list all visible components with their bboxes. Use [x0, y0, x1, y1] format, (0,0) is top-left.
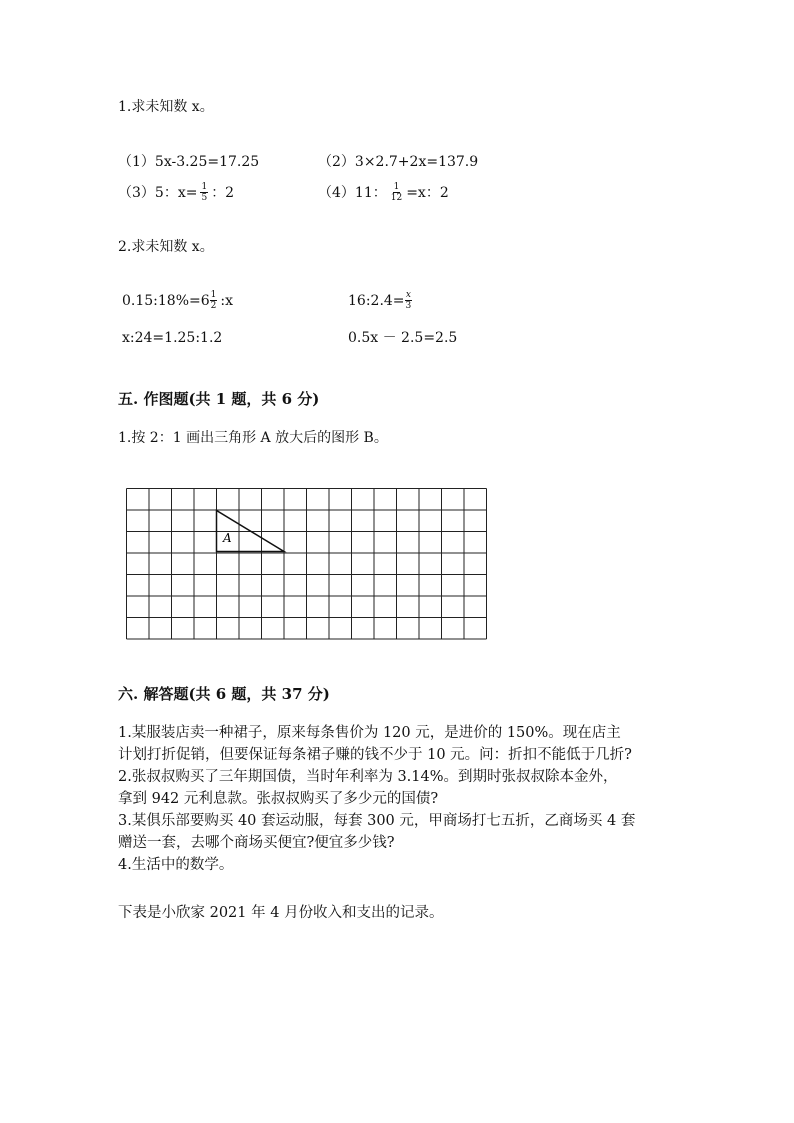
problem-line: 2.张叔叔购买了三年期国债，当时年利率为 3.14%。到期时张叔叔除本金外，: [118, 769, 618, 785]
problem-line: 计划打折促销，但要保证每条裙子赚的钱不少于 10 元。问：折扣不能低于几折?: [118, 747, 632, 763]
equation-1: （1）5x-3.25=17.25: [118, 154, 260, 170]
q1-title: 1.求未知数 x。: [118, 99, 214, 115]
table-intro: 下表是小欣家 2021 年 4 月份收入和支出的记录。: [118, 905, 444, 921]
equation-3: [118, 182, 234, 203]
fraction-numerator: x: [405, 290, 411, 300]
fraction-denominator: 12: [390, 193, 403, 203]
square-grid: [126, 488, 490, 640]
grid-lines: [127, 489, 487, 640]
proportion-3: x:24=1.25:1.2: [122, 330, 223, 346]
fraction-denominator: 2: [210, 301, 217, 311]
problem-line: 拿到 942 元利息款。张叔叔购买了多少元的国债?: [118, 791, 439, 807]
problem-line: 4.生活中的数学。: [118, 857, 234, 873]
section-5-heading: 五. 作图题(共 1 题，共 6 分): [118, 390, 320, 408]
proportion-1: [122, 290, 233, 311]
fraction: [210, 290, 218, 311]
equation-5: 0.5x － 2.5=2.5: [348, 330, 458, 346]
drawing-question: 1.按 2：1 画出三角形 A 放大后的图形 B。: [118, 430, 388, 446]
proportion-1-right: :x: [220, 292, 234, 309]
triangle-label: A: [223, 531, 232, 545]
fraction-denominator: 3: [405, 301, 412, 311]
equation-4-right: =x：2: [406, 184, 449, 201]
fraction: [390, 182, 403, 203]
fraction-numerator: 1: [210, 290, 217, 300]
fraction-numerator: 1: [393, 182, 400, 192]
problem-line: 1.某服装店卖一种裙子，原来每条售价为 120 元，是进价的 150%。现在店主: [118, 725, 621, 741]
equation-3-left: （3）5：x=: [118, 184, 198, 201]
equation-2: （2）3×2.7+2x=137.9: [318, 154, 479, 170]
word-problems: [118, 722, 635, 876]
fraction: [200, 182, 208, 203]
proportion-2: [348, 290, 415, 311]
equation-4: [318, 182, 449, 203]
fraction: [405, 290, 413, 311]
section-6-heading: 六. 解答题(共 6 题，共 37 分): [118, 685, 330, 703]
proportion-1-left: 0.15:18%=6: [122, 292, 210, 309]
problem-line: 赠送一套，去哪个商场买便宜?便宜多少钱?: [118, 835, 395, 851]
fraction-numerator: 1: [201, 182, 208, 192]
problem-line: 3.某俱乐部要购买 40 套运动服，每套 300 元，甲商场打七五折，乙商场买 4 套: [118, 813, 636, 829]
q2-title: 2.求未知数 x。: [118, 239, 214, 255]
fraction-denominator: 5: [201, 193, 208, 203]
equation-3-right: ：2: [211, 184, 235, 201]
proportion-2-left: 16:2.4=: [348, 292, 405, 309]
equation-4-left: （4）11：: [318, 184, 387, 201]
